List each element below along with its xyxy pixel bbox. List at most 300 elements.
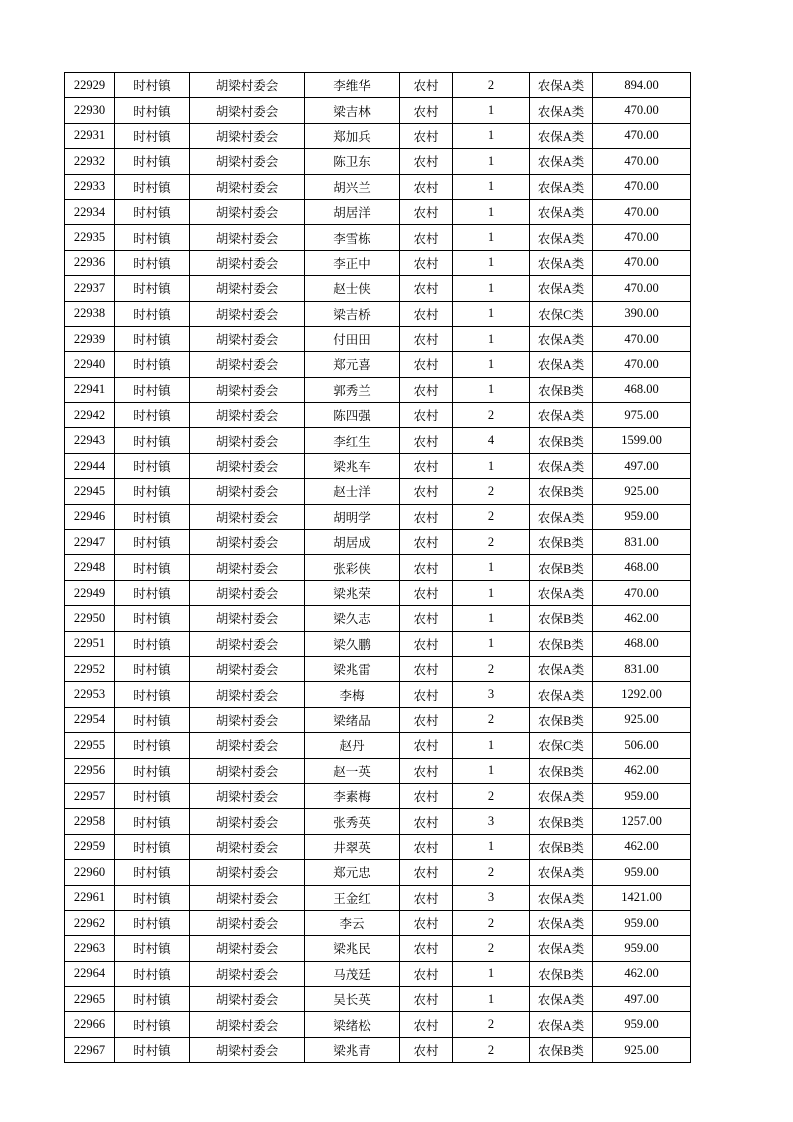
cell-insurance-category: 农保B类 [530, 377, 593, 402]
cell-insurance-category: 农保A类 [530, 250, 593, 275]
cell-residence-type: 农村 [400, 555, 453, 580]
cell-village: 胡梁村委会 [190, 860, 305, 885]
cell-village: 胡梁村委会 [190, 936, 305, 961]
cell-person-count: 3 [453, 885, 530, 910]
cell-town: 时村镇 [115, 631, 190, 656]
cell-insurance-category: 农保A类 [530, 987, 593, 1012]
cell-residence-type: 农村 [400, 250, 453, 275]
cell-town: 时村镇 [115, 1037, 190, 1062]
cell-id: 22947 [65, 530, 115, 555]
cell-id: 22967 [65, 1037, 115, 1062]
cell-amount: 831.00 [593, 530, 691, 555]
cell-name: 郑元忠 [305, 860, 400, 885]
cell-insurance-category: 农保A类 [530, 326, 593, 351]
cell-id: 22934 [65, 199, 115, 224]
table-row [65, 860, 691, 885]
cell-person-count: 1 [453, 123, 530, 148]
cell-insurance-category: 农保A类 [530, 783, 593, 808]
cell-village: 胡梁村委会 [190, 783, 305, 808]
cell-town: 时村镇 [115, 834, 190, 859]
cell-insurance-category: 农保A类 [530, 682, 593, 707]
table-row [65, 326, 691, 351]
cell-residence-type: 农村 [400, 504, 453, 529]
cell-name: 李维华 [305, 73, 400, 98]
table-row [65, 1012, 691, 1037]
cell-id: 22937 [65, 276, 115, 301]
cell-amount: 497.00 [593, 453, 691, 478]
cell-residence-type: 农村 [400, 987, 453, 1012]
cell-insurance-category: 农保C类 [530, 301, 593, 326]
cell-town: 时村镇 [115, 250, 190, 275]
cell-insurance-category: 农保B类 [530, 758, 593, 783]
benefits-table [64, 72, 691, 1063]
cell-insurance-category: 农保B类 [530, 834, 593, 859]
cell-amount: 831.00 [593, 656, 691, 681]
cell-village: 胡梁村委会 [190, 199, 305, 224]
table-row [65, 504, 691, 529]
cell-amount: 497.00 [593, 987, 691, 1012]
cell-id: 22935 [65, 225, 115, 250]
cell-id: 22953 [65, 682, 115, 707]
cell-name: 陈卫东 [305, 149, 400, 174]
cell-id: 22948 [65, 555, 115, 580]
cell-village: 胡梁村委会 [190, 656, 305, 681]
cell-village: 胡梁村委会 [190, 377, 305, 402]
cell-id: 22949 [65, 580, 115, 605]
cell-name: 梁兆荣 [305, 580, 400, 605]
table-row [65, 961, 691, 986]
cell-village: 胡梁村委会 [190, 174, 305, 199]
cell-town: 时村镇 [115, 707, 190, 732]
cell-person-count: 2 [453, 656, 530, 681]
table-row [65, 910, 691, 935]
cell-name: 胡居洋 [305, 199, 400, 224]
cell-amount: 468.00 [593, 377, 691, 402]
cell-village: 胡梁村委会 [190, 809, 305, 834]
table-row [65, 555, 691, 580]
table-row [65, 250, 691, 275]
cell-village: 胡梁村委会 [190, 428, 305, 453]
cell-village: 胡梁村委会 [190, 403, 305, 428]
cell-id: 22929 [65, 73, 115, 98]
cell-town: 时村镇 [115, 199, 190, 224]
cell-residence-type: 农村 [400, 530, 453, 555]
cell-insurance-category: 农保B类 [530, 631, 593, 656]
cell-person-count: 1 [453, 961, 530, 986]
cell-person-count: 1 [453, 174, 530, 199]
cell-residence-type: 农村 [400, 885, 453, 910]
table-row [65, 149, 691, 174]
cell-person-count: 1 [453, 326, 530, 351]
cell-town: 时村镇 [115, 809, 190, 834]
cell-name: 梁绪品 [305, 707, 400, 732]
cell-residence-type: 农村 [400, 326, 453, 351]
cell-residence-type: 农村 [400, 174, 453, 199]
cell-insurance-category: 农保B类 [530, 1037, 593, 1062]
cell-person-count: 2 [453, 860, 530, 885]
cell-name: 梁兆雷 [305, 656, 400, 681]
table-row [65, 403, 691, 428]
cell-id: 22950 [65, 606, 115, 631]
cell-residence-type: 农村 [400, 377, 453, 402]
cell-insurance-category: 农保A类 [530, 276, 593, 301]
cell-residence-type: 农村 [400, 809, 453, 834]
cell-residence-type: 农村 [400, 276, 453, 301]
cell-town: 时村镇 [115, 225, 190, 250]
cell-village: 胡梁村委会 [190, 555, 305, 580]
cell-village: 胡梁村委会 [190, 682, 305, 707]
cell-town: 时村镇 [115, 860, 190, 885]
cell-amount: 462.00 [593, 834, 691, 859]
cell-village: 胡梁村委会 [190, 530, 305, 555]
table-row [65, 73, 691, 98]
cell-person-count: 2 [453, 707, 530, 732]
cell-insurance-category: 农保B类 [530, 428, 593, 453]
cell-name: 马茂廷 [305, 961, 400, 986]
cell-amount: 390.00 [593, 301, 691, 326]
cell-town: 时村镇 [115, 733, 190, 758]
cell-insurance-category: 农保B类 [530, 479, 593, 504]
cell-village: 胡梁村委会 [190, 910, 305, 935]
cell-person-count: 1 [453, 98, 530, 123]
cell-town: 时村镇 [115, 961, 190, 986]
cell-insurance-category: 农保A类 [530, 73, 593, 98]
cell-amount: 894.00 [593, 73, 691, 98]
cell-village: 胡梁村委会 [190, 834, 305, 859]
cell-residence-type: 农村 [400, 758, 453, 783]
cell-insurance-category: 农保A类 [530, 885, 593, 910]
cell-id: 22951 [65, 631, 115, 656]
cell-id: 22930 [65, 98, 115, 123]
cell-name: 梁兆车 [305, 453, 400, 478]
cell-name: 李梅 [305, 682, 400, 707]
cell-amount: 470.00 [593, 352, 691, 377]
cell-insurance-category: 农保A类 [530, 936, 593, 961]
cell-person-count: 2 [453, 936, 530, 961]
cell-person-count: 2 [453, 530, 530, 555]
cell-person-count: 2 [453, 479, 530, 504]
cell-residence-type: 农村 [400, 606, 453, 631]
cell-id: 22954 [65, 707, 115, 732]
cell-person-count: 1 [453, 250, 530, 275]
cell-residence-type: 农村 [400, 479, 453, 504]
cell-name: 梁久鹏 [305, 631, 400, 656]
cell-amount: 470.00 [593, 174, 691, 199]
cell-residence-type: 农村 [400, 682, 453, 707]
cell-person-count: 1 [453, 733, 530, 758]
cell-id: 22932 [65, 149, 115, 174]
cell-town: 时村镇 [115, 73, 190, 98]
cell-insurance-category: 农保A类 [530, 98, 593, 123]
table-row [65, 758, 691, 783]
cell-person-count: 1 [453, 758, 530, 783]
cell-name: 李云 [305, 910, 400, 935]
cell-id: 22952 [65, 656, 115, 681]
cell-town: 时村镇 [115, 885, 190, 910]
cell-village: 胡梁村委会 [190, 885, 305, 910]
cell-amount: 1599.00 [593, 428, 691, 453]
cell-village: 胡梁村委会 [190, 453, 305, 478]
cell-town: 时村镇 [115, 377, 190, 402]
cell-id: 22965 [65, 987, 115, 1012]
cell-person-count: 1 [453, 352, 530, 377]
table-row [65, 479, 691, 504]
cell-town: 时村镇 [115, 504, 190, 529]
cell-amount: 925.00 [593, 707, 691, 732]
cell-village: 胡梁村委会 [190, 504, 305, 529]
cell-person-count: 1 [453, 606, 530, 631]
cell-town: 时村镇 [115, 276, 190, 301]
cell-name: 赵一英 [305, 758, 400, 783]
cell-town: 时村镇 [115, 428, 190, 453]
cell-name: 梁吉林 [305, 98, 400, 123]
cell-town: 时村镇 [115, 453, 190, 478]
cell-id: 22955 [65, 733, 115, 758]
cell-residence-type: 农村 [400, 580, 453, 605]
table-row [65, 580, 691, 605]
table-row [65, 834, 691, 859]
cell-residence-type: 农村 [400, 936, 453, 961]
cell-insurance-category: 农保B类 [530, 809, 593, 834]
cell-person-count: 4 [453, 428, 530, 453]
cell-name: 张秀英 [305, 809, 400, 834]
cell-name: 梁兆青 [305, 1037, 400, 1062]
cell-id: 22944 [65, 453, 115, 478]
cell-town: 时村镇 [115, 326, 190, 351]
cell-town: 时村镇 [115, 123, 190, 148]
cell-village: 胡梁村委会 [190, 1037, 305, 1062]
cell-town: 时村镇 [115, 783, 190, 808]
cell-person-count: 2 [453, 1037, 530, 1062]
cell-name: 李红生 [305, 428, 400, 453]
cell-insurance-category: 农保A类 [530, 403, 593, 428]
cell-person-count: 2 [453, 403, 530, 428]
cell-name: 井翠英 [305, 834, 400, 859]
cell-town: 时村镇 [115, 301, 190, 326]
cell-town: 时村镇 [115, 580, 190, 605]
cell-name: 胡居成 [305, 530, 400, 555]
cell-residence-type: 农村 [400, 352, 453, 377]
cell-residence-type: 农村 [400, 73, 453, 98]
cell-village: 胡梁村委会 [190, 276, 305, 301]
cell-village: 胡梁村委会 [190, 250, 305, 275]
cell-name: 梁兆民 [305, 936, 400, 961]
cell-name: 陈四强 [305, 403, 400, 428]
cell-residence-type: 农村 [400, 98, 453, 123]
cell-name: 吴长英 [305, 987, 400, 1012]
cell-insurance-category: 农保A类 [530, 225, 593, 250]
cell-name: 梁绪松 [305, 1012, 400, 1037]
cell-insurance-category: 农保A类 [530, 453, 593, 478]
cell-name: 胡兴兰 [305, 174, 400, 199]
cell-residence-type: 农村 [400, 301, 453, 326]
table-row [65, 453, 691, 478]
cell-person-count: 1 [453, 453, 530, 478]
cell-name: 李素梅 [305, 783, 400, 808]
cell-person-count: 3 [453, 809, 530, 834]
cell-amount: 959.00 [593, 910, 691, 935]
cell-insurance-category: 农保B类 [530, 961, 593, 986]
cell-amount: 462.00 [593, 606, 691, 631]
cell-name: 赵丹 [305, 733, 400, 758]
cell-id: 22956 [65, 758, 115, 783]
cell-amount: 470.00 [593, 199, 691, 224]
cell-amount: 959.00 [593, 1012, 691, 1037]
cell-amount: 959.00 [593, 504, 691, 529]
cell-residence-type: 农村 [400, 225, 453, 250]
table-row [65, 987, 691, 1012]
cell-residence-type: 农村 [400, 123, 453, 148]
table-body [65, 73, 691, 1063]
table-row [65, 98, 691, 123]
cell-id: 22961 [65, 885, 115, 910]
cell-amount: 975.00 [593, 403, 691, 428]
cell-id: 22936 [65, 250, 115, 275]
cell-amount: 462.00 [593, 961, 691, 986]
cell-village: 胡梁村委会 [190, 123, 305, 148]
cell-person-count: 2 [453, 73, 530, 98]
table-row [65, 885, 691, 910]
cell-town: 时村镇 [115, 656, 190, 681]
table-row [65, 656, 691, 681]
cell-village: 胡梁村委会 [190, 733, 305, 758]
table-row [65, 225, 691, 250]
table-row [65, 377, 691, 402]
cell-residence-type: 农村 [400, 910, 453, 935]
cell-amount: 470.00 [593, 580, 691, 605]
cell-amount: 462.00 [593, 758, 691, 783]
cell-id: 22964 [65, 961, 115, 986]
table-row [65, 199, 691, 224]
table-row [65, 530, 691, 555]
cell-person-count: 1 [453, 580, 530, 605]
cell-town: 时村镇 [115, 352, 190, 377]
cell-name: 赵士侠 [305, 276, 400, 301]
cell-amount: 925.00 [593, 479, 691, 504]
cell-person-count: 1 [453, 377, 530, 402]
table-row [65, 1037, 691, 1062]
cell-name: 李雪栋 [305, 225, 400, 250]
table-row [65, 276, 691, 301]
table-row [65, 606, 691, 631]
cell-residence-type: 农村 [400, 149, 453, 174]
cell-village: 胡梁村委会 [190, 98, 305, 123]
cell-amount: 470.00 [593, 225, 691, 250]
cell-id: 22943 [65, 428, 115, 453]
cell-amount: 470.00 [593, 326, 691, 351]
cell-town: 时村镇 [115, 555, 190, 580]
cell-insurance-category: 农保B类 [530, 606, 593, 631]
cell-insurance-category: 农保A类 [530, 580, 593, 605]
cell-id: 22942 [65, 403, 115, 428]
cell-village: 胡梁村委会 [190, 758, 305, 783]
cell-insurance-category: 农保A类 [530, 174, 593, 199]
cell-town: 时村镇 [115, 910, 190, 935]
cell-amount: 506.00 [593, 733, 691, 758]
cell-person-count: 2 [453, 910, 530, 935]
cell-village: 胡梁村委会 [190, 631, 305, 656]
cell-town: 时村镇 [115, 98, 190, 123]
cell-insurance-category: 农保A类 [530, 910, 593, 935]
cell-id: 22939 [65, 326, 115, 351]
cell-town: 时村镇 [115, 936, 190, 961]
cell-town: 时村镇 [115, 149, 190, 174]
cell-town: 时村镇 [115, 606, 190, 631]
cell-amount: 470.00 [593, 149, 691, 174]
cell-person-count: 1 [453, 199, 530, 224]
cell-id: 22946 [65, 504, 115, 529]
cell-name: 张彩侠 [305, 555, 400, 580]
cell-residence-type: 农村 [400, 403, 453, 428]
cell-residence-type: 农村 [400, 1037, 453, 1062]
cell-insurance-category: 农保A类 [530, 1012, 593, 1037]
cell-amount: 470.00 [593, 123, 691, 148]
cell-person-count: 3 [453, 682, 530, 707]
cell-village: 胡梁村委会 [190, 479, 305, 504]
cell-person-count: 1 [453, 631, 530, 656]
table-row [65, 174, 691, 199]
cell-residence-type: 农村 [400, 656, 453, 681]
cell-amount: 468.00 [593, 555, 691, 580]
cell-residence-type: 农村 [400, 199, 453, 224]
cell-town: 时村镇 [115, 530, 190, 555]
cell-amount: 470.00 [593, 98, 691, 123]
cell-residence-type: 农村 [400, 1012, 453, 1037]
cell-insurance-category: 农保B类 [530, 707, 593, 732]
cell-id: 22933 [65, 174, 115, 199]
cell-town: 时村镇 [115, 174, 190, 199]
cell-village: 胡梁村委会 [190, 1012, 305, 1037]
cell-insurance-category: 农保A类 [530, 352, 593, 377]
cell-amount: 470.00 [593, 250, 691, 275]
table-row [65, 428, 691, 453]
cell-person-count: 1 [453, 555, 530, 580]
cell-id: 22945 [65, 479, 115, 504]
cell-id: 22931 [65, 123, 115, 148]
cell-insurance-category: 农保B类 [530, 530, 593, 555]
cell-id: 22958 [65, 809, 115, 834]
cell-residence-type: 农村 [400, 453, 453, 478]
cell-amount: 1421.00 [593, 885, 691, 910]
cell-insurance-category: 农保A类 [530, 504, 593, 529]
cell-amount: 470.00 [593, 276, 691, 301]
cell-insurance-category: 农保A类 [530, 199, 593, 224]
cell-residence-type: 农村 [400, 783, 453, 808]
cell-person-count: 1 [453, 987, 530, 1012]
cell-name: 付田田 [305, 326, 400, 351]
cell-residence-type: 农村 [400, 428, 453, 453]
cell-person-count: 1 [453, 301, 530, 326]
cell-name: 郑元喜 [305, 352, 400, 377]
cell-residence-type: 农村 [400, 707, 453, 732]
table-row [65, 707, 691, 732]
cell-village: 胡梁村委会 [190, 987, 305, 1012]
cell-village: 胡梁村委会 [190, 225, 305, 250]
cell-town: 时村镇 [115, 1012, 190, 1037]
cell-name: 王金红 [305, 885, 400, 910]
cell-id: 22938 [65, 301, 115, 326]
cell-insurance-category: 农保B类 [530, 555, 593, 580]
cell-name: 胡明学 [305, 504, 400, 529]
cell-village: 胡梁村委会 [190, 707, 305, 732]
cell-person-count: 2 [453, 783, 530, 808]
cell-id: 22940 [65, 352, 115, 377]
table-row [65, 352, 691, 377]
cell-amount: 468.00 [593, 631, 691, 656]
table-row [65, 783, 691, 808]
cell-name: 梁吉桥 [305, 301, 400, 326]
cell-id: 22959 [65, 834, 115, 859]
